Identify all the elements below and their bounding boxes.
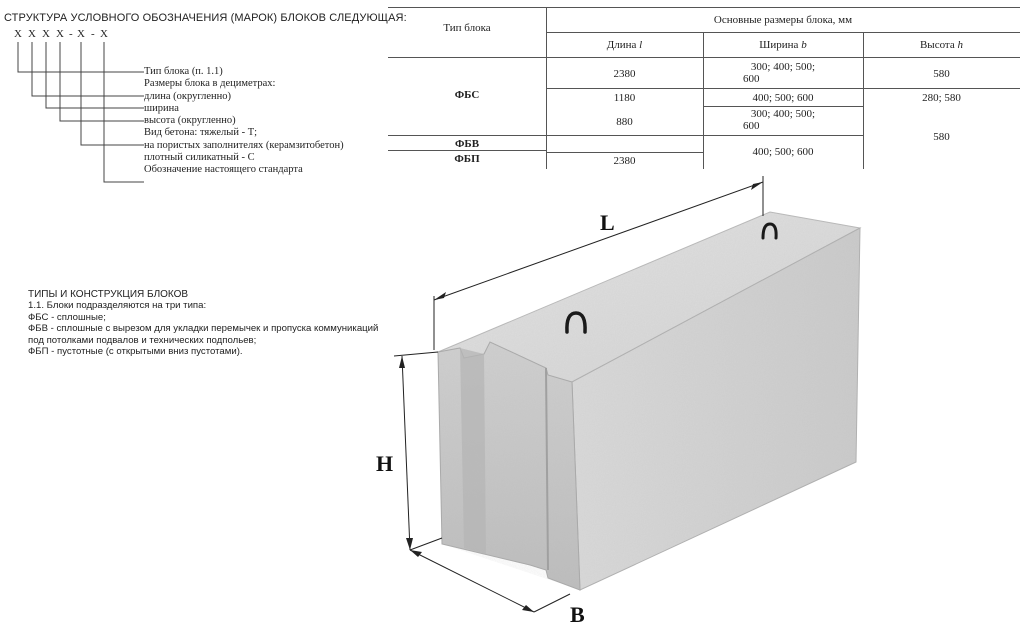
cell-r2-width: 400; 500; 600 bbox=[752, 92, 814, 104]
mark-char: Х bbox=[56, 28, 64, 40]
col-main-header: Основные размеры блока, мм bbox=[713, 14, 853, 26]
col-length-label: Длина bbox=[606, 39, 637, 51]
legend-item: плотный силикатный - С bbox=[144, 152, 255, 164]
col-length-header bbox=[546, 39, 703, 51]
cell-r3-width bbox=[703, 109, 863, 132]
type-fbs: ФБС bbox=[454, 89, 480, 101]
col-height-symbol: h bbox=[957, 39, 964, 51]
col-width-symbol: b bbox=[801, 39, 807, 51]
legend-item: Размеры блока в дециметрах: bbox=[144, 78, 276, 90]
cell-r3-width-line: 600 bbox=[743, 119, 760, 132]
cell-r5-length: 2380 bbox=[613, 155, 636, 167]
legend-item: Вид бетона: тяжелый - Т; bbox=[144, 127, 258, 139]
cell-r2-height: 280; 580 bbox=[922, 92, 961, 104]
mark-legend bbox=[144, 66, 344, 177]
legend-item: ширина bbox=[144, 102, 179, 114]
dim-label-length: L bbox=[600, 210, 615, 235]
cell-r34-height: 580 bbox=[933, 131, 950, 143]
col-length-symbol: l bbox=[639, 39, 643, 51]
cell-r1-length: 2380 bbox=[613, 68, 636, 80]
legend-item: Тип блока (п. 1.1) bbox=[144, 66, 223, 77]
type-fbv: ФБВ bbox=[454, 138, 480, 150]
types-line: ФБС - сплошные; bbox=[28, 311, 106, 323]
legend-item: высота (округленно) bbox=[144, 115, 236, 127]
mark-char: - bbox=[91, 28, 95, 40]
types-line: ФБП - пустотные (с открытыми вниз пустотами). bbox=[28, 346, 243, 358]
types-line: под потолками подвалов и технических подпольев; bbox=[28, 334, 257, 346]
type-fbp: ФБП bbox=[454, 153, 480, 165]
mark-char: Х bbox=[77, 28, 85, 40]
cell-r1-width-line: 600 bbox=[743, 72, 760, 85]
col-width-header bbox=[703, 39, 863, 51]
cell-r1-width-line: 300; 400; 500; bbox=[750, 61, 816, 73]
cell-r3-length: 880 bbox=[616, 116, 633, 128]
dimensions-table-wrap bbox=[388, 7, 1020, 169]
cell-r1-width bbox=[703, 62, 863, 85]
mark-char: Х bbox=[14, 28, 22, 40]
cell-r3-width-line: 300; 400; 500; bbox=[750, 108, 816, 120]
cell-r2-length: 1180 bbox=[613, 92, 636, 104]
cell-r45-width: 400; 500; 600 bbox=[752, 146, 814, 158]
mark-char: Х bbox=[42, 28, 50, 40]
block-texture bbox=[438, 212, 860, 590]
block-types-section bbox=[28, 289, 378, 357]
mark-char: Х bbox=[28, 28, 36, 40]
mark-char: Х bbox=[100, 28, 108, 40]
legend-item: Обозначение настоящего стандарта bbox=[144, 164, 303, 176]
col-height-header bbox=[863, 39, 1020, 51]
structure-title: СТРУКТУРА УСЛОВНОГО ОБОЗНАЧЕНИЯ (МАРОК) БЛОКОВ СЛЕДУЮЩАЯ: bbox=[4, 12, 407, 24]
col-type-header: Тип блока bbox=[443, 22, 491, 34]
cell-r1-height: 580 bbox=[933, 68, 950, 80]
dim-label-height: H bbox=[376, 451, 394, 476]
mark-leader-lines bbox=[0, 0, 150, 190]
col-height-label: Высота bbox=[919, 39, 955, 51]
mark-char: - bbox=[69, 28, 73, 40]
legend-item: длина (округленно) bbox=[144, 90, 231, 102]
types-heading: ТИПЫ И КОНСТРУКЦИЯ БЛОКОВ bbox=[28, 289, 189, 300]
dim-label-width: B bbox=[570, 602, 585, 627]
concrete-block-illustration bbox=[360, 170, 880, 635]
types-line: ФБВ - сплошные с вырезом для укладки перемычек и пропуска коммуникаций bbox=[28, 323, 379, 335]
types-line: 1.1. Блоки подразделяются на три типа: bbox=[28, 300, 207, 312]
legend-item: на пористых заполнителях (керамзитобетон) bbox=[144, 139, 344, 151]
col-width-label: Ширина bbox=[759, 39, 799, 51]
